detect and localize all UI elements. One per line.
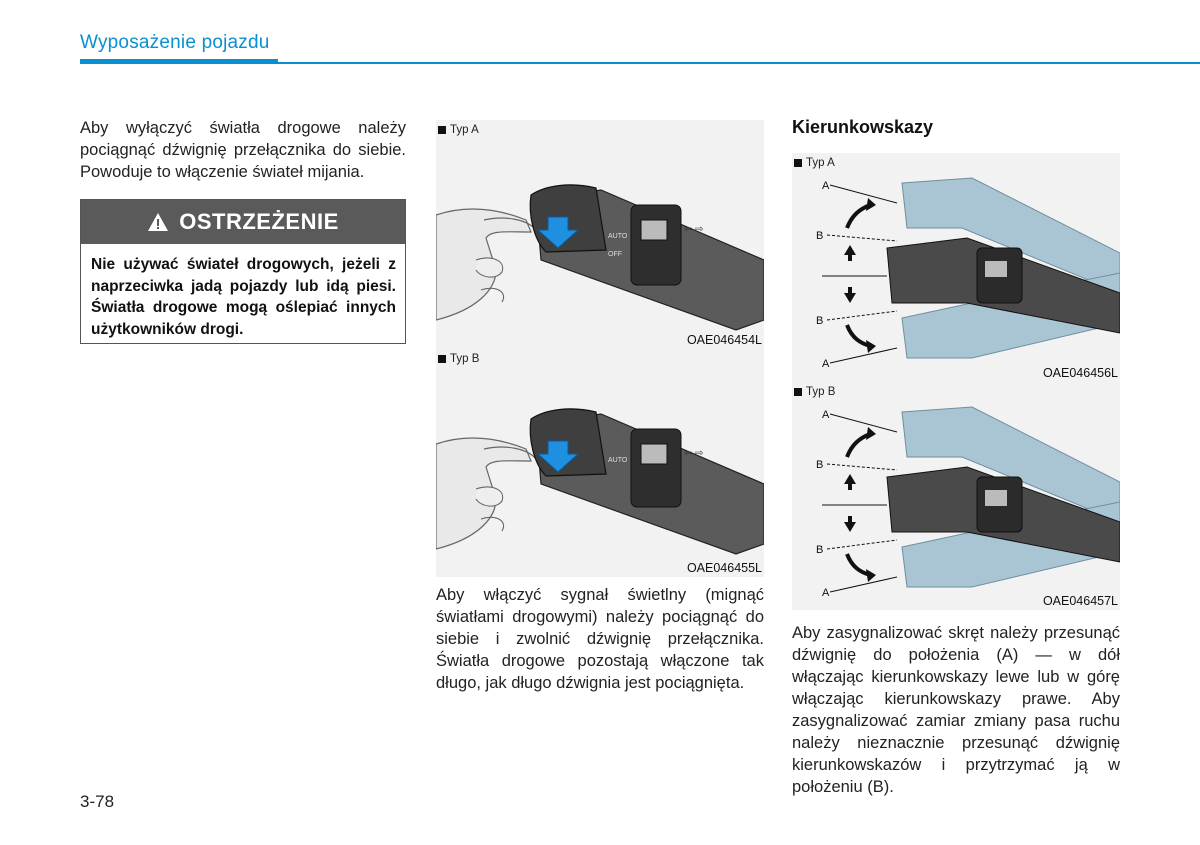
position-label-a-upper: A (822, 409, 830, 421)
warning-text: Nie używać świateł drogowych, jeżeli z naprzeciwka jadą pojazdy lub idą piesi. Światła drogowe mogą oślepiać innych użytkowników drogi. (91, 256, 396, 338)
svg-text:AUTO: AUTO (608, 233, 628, 240)
position-label-a-lower: A (822, 358, 830, 370)
warning-box (80, 199, 406, 344)
position-label-b-upper: B (816, 459, 824, 471)
figure-code: OAE046457L (1042, 594, 1118, 608)
header-rule-accent (80, 59, 278, 64)
svg-text:⇦ ⇨: ⇦ ⇨ (684, 448, 704, 459)
svg-text:OFF: OFF (608, 251, 622, 258)
stalk-illustration (436, 349, 764, 577)
section-title-turn-signals: Kierunkowskazy (792, 117, 934, 137)
position-label-b-upper: B (816, 230, 824, 242)
figure-code: OAE046455L (686, 561, 762, 575)
figure-label: Typ A (794, 157, 835, 169)
figure-high-beam-type-a (436, 120, 764, 349)
figure-turn-signal-type-b (792, 382, 1120, 610)
figure-code: OAE046454L (686, 333, 762, 347)
position-label-b-lower: B (816, 544, 824, 556)
section-header-title: Wyposażenie pojazdu (80, 32, 270, 53)
figure-label: Typ B (438, 353, 479, 365)
page-number: 3-78 (80, 792, 115, 811)
turn-signal-paragraph: Aby zasygnalizować skręt należy przesunąć dźwignię do położenia (A) — w dół włączając kierunkowskazy lewe lub w górę włączając kierunkowskazy prawe. Aby zasygnalizować zamiar zmiany pasa ruchu należy nieznacznie przesunąć dźwignię kierunkowskazów i przytrzymać ją w położeniu (B). (792, 624, 1120, 796)
turn-stalk-illustration (792, 153, 1120, 382)
figure-label: Typ B (794, 386, 835, 398)
position-label-a-upper: A (822, 180, 830, 192)
warning-title: OSTRZEŻENIE (179, 209, 339, 234)
figure-code: OAE046456L (1042, 366, 1118, 380)
intro-paragraph: Aby wyłączyć światła drogowe należy pociągnąć dźwignię przełącznika do siebie. Powoduje to włączenie świateł mijania. (80, 119, 406, 181)
position-label-b-lower: B (816, 315, 824, 327)
warning-triangle-icon (147, 212, 169, 232)
figure-label: Typ A (438, 124, 479, 136)
stalk-illustration (436, 120, 764, 349)
svg-text:AUTO: AUTO (608, 457, 628, 464)
figure-high-beam-type-b (436, 349, 764, 577)
position-label-a-lower: A (822, 587, 830, 599)
svg-text:⇦ ⇨: ⇦ ⇨ (684, 224, 704, 235)
flash-paragraph: Aby włączyć sygnał świetlny (mignąć światłami drogowymi) należy pociągnąć do siebie i zwolnić dźwignię przełącznika. Światła drogowe pozostają włączone tak długo, jak długo dźwignia jest pociągnięta. (436, 586, 764, 692)
warning-header (81, 200, 405, 244)
figure-turn-signal-type-a (792, 153, 1120, 382)
turn-stalk-illustration (792, 382, 1120, 610)
